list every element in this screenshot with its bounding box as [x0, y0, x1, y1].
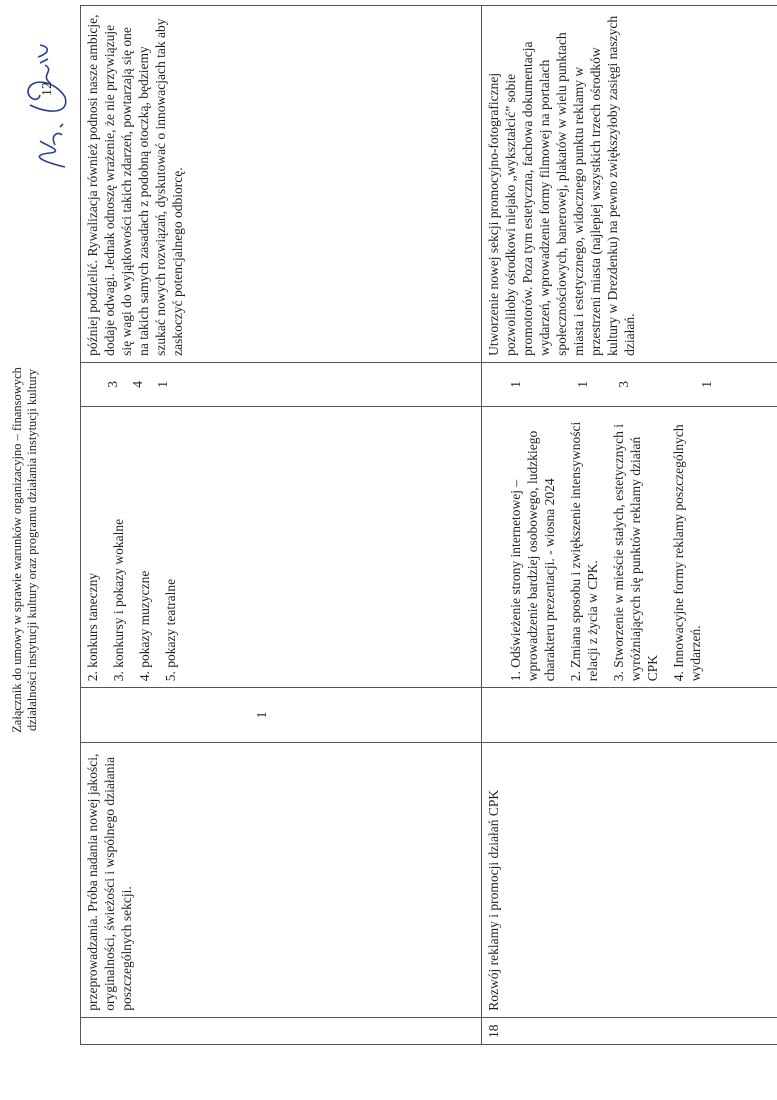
quantity-value: 3 [105, 381, 120, 388]
task-item: 2. konkurs taneczny [85, 572, 100, 682]
task-item: 3. konkursy i pokazy wokalne [111, 518, 126, 682]
quantity-value: 1 [155, 381, 170, 388]
tasks-cell [482, 406, 777, 687]
comment-cell: później podzielić. Rywalizacja również podnosi nasze ambicje, dodaje odwagi. Jednak odnoszę wrażenie, że nie przywiązuje się wagi do wyjątkowości takich zdarzeń, powtarzają się one na takich samych zasadach z podobną otoczką, będziemy szukać nowych rozwiązań, dyskutować o innowacjach tak aby zaskoczyć potencjalnego odbiorcę. [81, 6, 482, 363]
task-item: 1. Odświeżenie strony internetowej – wprowadzenie bardziej osobowego, ludzkiego charakteru prezentacji. - wiosna 2024 [508, 430, 557, 682]
quantity-value: 4 [130, 381, 145, 388]
row-number-cell: 18 [482, 1017, 777, 1044]
empty-cell [482, 688, 777, 743]
task-item: 3. Stworzenie w mieście stałych, estetycznych i wyróżniających się punktów reklamy działań CPK [611, 424, 660, 682]
comment-cell: Utworzenie nowej sekcji promocyjno-fotograficznej pozwoliłoby ośrodkowi niejako „wykształcić” sobie promotorów. Poza tym estetyczna, fachowa dokumentacja wydarzeń, wprowadzenie formy filmowej na portalach społecznościowych, banerowej, plakatów w wielu punktach miasta i estetycznego, widocznego punktu reklamy w przestrzeni miasta (najlepiej wszystkich trzech ośrodków kultury w Drezdenku) na pewno zwiększyłoby zasięgi naszych działań. [482, 6, 777, 363]
task-item: 2. Zmiana sposobu i zwiększenie intensywności relacji z życia w CPK. [568, 421, 600, 682]
row-number-cell [81, 1017, 482, 1044]
description-cell: Rozwój reklamy i promocji działań CPK [482, 742, 777, 1017]
program-table [80, 5, 777, 1045]
middle-marker-cell: 1 [81, 688, 482, 743]
table-row [81, 6, 482, 1045]
description-cell: przeprowadzania. Próba nadania nowej jakości, oryginalności, świeżości i wspólnego działania poszczególnych sekcji. [81, 742, 482, 1017]
task-item: 5. pokazy teatralne [163, 578, 178, 682]
handwritten-signature [10, 25, 80, 175]
quantity-value: 1 [699, 381, 714, 388]
page-number: 12 [40, 82, 55, 96]
table-row [482, 6, 777, 1045]
header-line-2: działalności instytucji kultury oraz programu działania instytucji kultury [25, 368, 39, 732]
tasks-cell [81, 406, 482, 687]
task-item: 4. pokazy muzyczne [137, 570, 152, 682]
quantity-cell [81, 362, 482, 406]
quantity-cell [482, 362, 777, 406]
document-header [10, 200, 40, 900]
quantity-value: 1 [508, 381, 523, 388]
task-item: 4. Innowacyjne formy reklamy poszczególnych wydarzeń. [671, 424, 703, 682]
quantity-value: 1 [575, 381, 590, 388]
header-line-1: Załącznik do umowy w sprawie warunków organizacyjno – finansowych [10, 367, 24, 733]
quantity-value: 3 [616, 381, 631, 388]
